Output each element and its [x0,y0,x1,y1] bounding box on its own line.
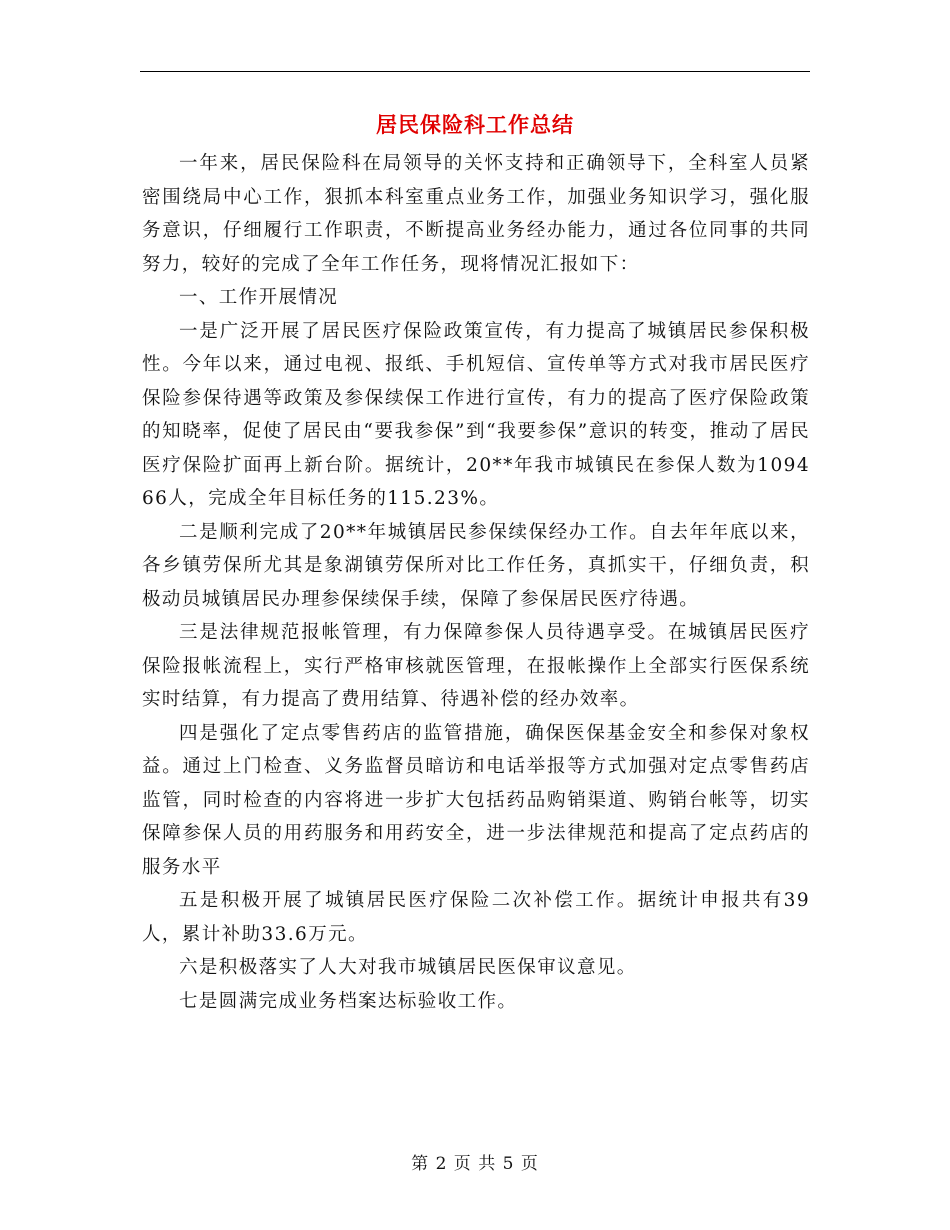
paragraph-item-2: 二是顺利完成了20**年城镇居民参保续保经办工作。自去年年底以来，各乡镇劳保所尤其是象湖镇劳保所对比工作任务，真抓实干，仔细负责，积极动员城镇居民办理参保续保手续，保障了参保居民医疗待遇。 [142,521,810,610]
paragraph-item-6: 六是积极落实了人大对我市城镇居民医保审议意见。 [179,957,637,978]
document-title: 居民保险科工作总结 [376,113,574,137]
header-rule [140,71,810,72]
section-heading: 一、工作开展情况 [179,287,339,308]
paragraph-item-5: 五是积极开展了城镇居民医疗保险二次补偿工作。据统计申报共有39人，累计补助33.6万元。 [142,890,810,945]
paragraph-item-7: 七是圆满完成业务档案达标验收工作。 [179,990,518,1012]
document-body [142,147,810,1018]
paragraph-intro: 一年来，居民保险科在局领导的关怀支持和正确领导下，全科室人员紧密围绕局中心工作，狠抓本科室重点业务工作，加强业务知识学习，强化服务意识，仔细履行工作职责，不断提高业务经办能力，通过各位同事的共同努力，较好的完成了全年工作任务，现将情况汇报如下： [142,153,810,275]
paragraph-item-4: 四是强化了定点零售药店的监管措施，确保医保基金安全和参保对象权益。通过上门检查、义务监督员暗访和电话举报等方式加强对定点零售药店监管，同时检查的内容将进一步扩大包括药品购销渠道、购销台帐等，切实保障参保人员的用药服务和用药安全，进一步法律规范和提高了定点药店的服务水平 [142,722,810,878]
paragraph-item-3: 三是法律规范报帐管理，有力保障参保人员待遇享受。在城镇居民医疗保险报帐流程上，实行严格审核就医管理，在报帐操作上全部实行医保系统实时结算，有力提高了费用结算、待遇补偿的经办效率。 [142,622,810,710]
paragraph-item-1: 一是广泛开展了居民医疗保险政策宣传，有力提高了城镇居民参保积极性。今年以来，通过电视、报纸、手机短信、宣传单等方式对我市居民医疗保险参保待遇等政策及参保续保工作进行宣传，有力的提高了医疗保险政策的知晓率，促使了居民由“要我参保”到“我要参保”意识的转变，推动了居民医疗保险扩面再上新台阶。据统计，20**年我市城镇民在参保人数为109466人，完成全年目标任务的115.23%。 [142,320,810,509]
page-number-footer: 第 2 页 共 5 页 [411,1154,539,1174]
